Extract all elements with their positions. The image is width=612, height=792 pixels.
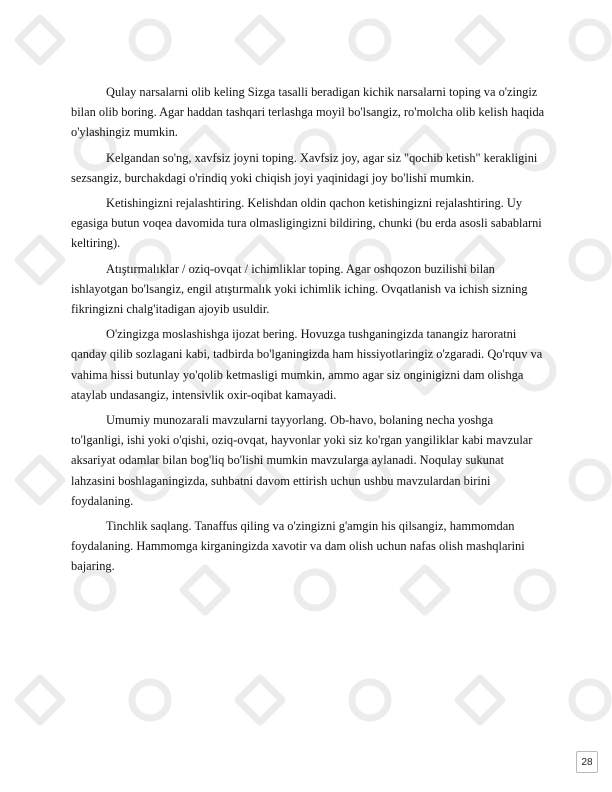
page-number: 28: [576, 751, 598, 773]
paragraph: Kelgandan so'ng, xavfsiz joyni toping. Xavfsiz joy, agar siz "qochib ketish" kerakligini sezsangiz, burchakdagi o'rindiq yoki chiqish joyi yaqinidagi joy bo'lishi mumkin.: [71, 150, 538, 185]
paragraph: O'zingizga moslashishga ijozat bering. Hovuzga tushganingizda tanangiz haroratni qanday qilib sozlagani kabi, tadbirda bo'lganingizda ham hissiyotlaringiz o'zgaradi. Qo'rquv va vahima hissi butunlay yo'qolib ketmasligi mumkin, ammo agar siz onginigizni dam olishga ataylab undasangiz, intensivlik oxir-oqibat kamayadi.: [71, 327, 543, 402]
document-body: [71, 82, 545, 582]
paragraph: Atıştırmalıklar / oziq-ovqat / ichimliklar toping. Agar oshqozon buzilishi bilan ishlayotgan bo'lsangiz, engil atıştırmalık yoki ichimlik iching. Ovqatlanish va ichish sizning fikringizni chalg'itadigan ajoyib usuldir.: [71, 261, 528, 317]
paragraph: Umumiy munozarali mavzularni tayyorlang. Ob-havo, bolaning necha yoshga to'lganligi, ishi yoki o'qishi, oziq-ovqat, hayvonlar yoki siz ko'rgan yangiliklar kabi mavzular aksariyat odamlar bilan bog'liq bo'lishi mumkin mavzularga aylanadi. Noqulay sukunat lahzasini boshlaganingizda, suhbatni davom ettirish uchun ushbu mavzulardan birini foydalaning.: [71, 413, 533, 508]
paragraph: Qulay narsalarni olib keling Sizga tasalli beradigan kichik narsalarni toping va o'zingiz bilan olib boring. Agar haddan tashqari terlashga moyil bo'lsangiz, ro'molcha olib kelish haqida o'ylashingiz mumkin.: [71, 85, 545, 140]
paragraph: Tinchlik saqlang. Tanaffus qiling va o'zingizni g'amgin his qilsangiz, hammomdan foydalaning. Hammomga kirganingizda xavotir va dam olish uchun nafas olish mashqlarini bajaring.: [71, 519, 525, 574]
paragraph: Ketishingizni rejalashtiring. Kelishdan oldin qachon ketishingizni rejalashtiring. Uy egasiga butun voqea davomida tura olmasligingizni bildiring, chunki (bu erda asosli sabablarni keltiring).: [71, 196, 542, 251]
